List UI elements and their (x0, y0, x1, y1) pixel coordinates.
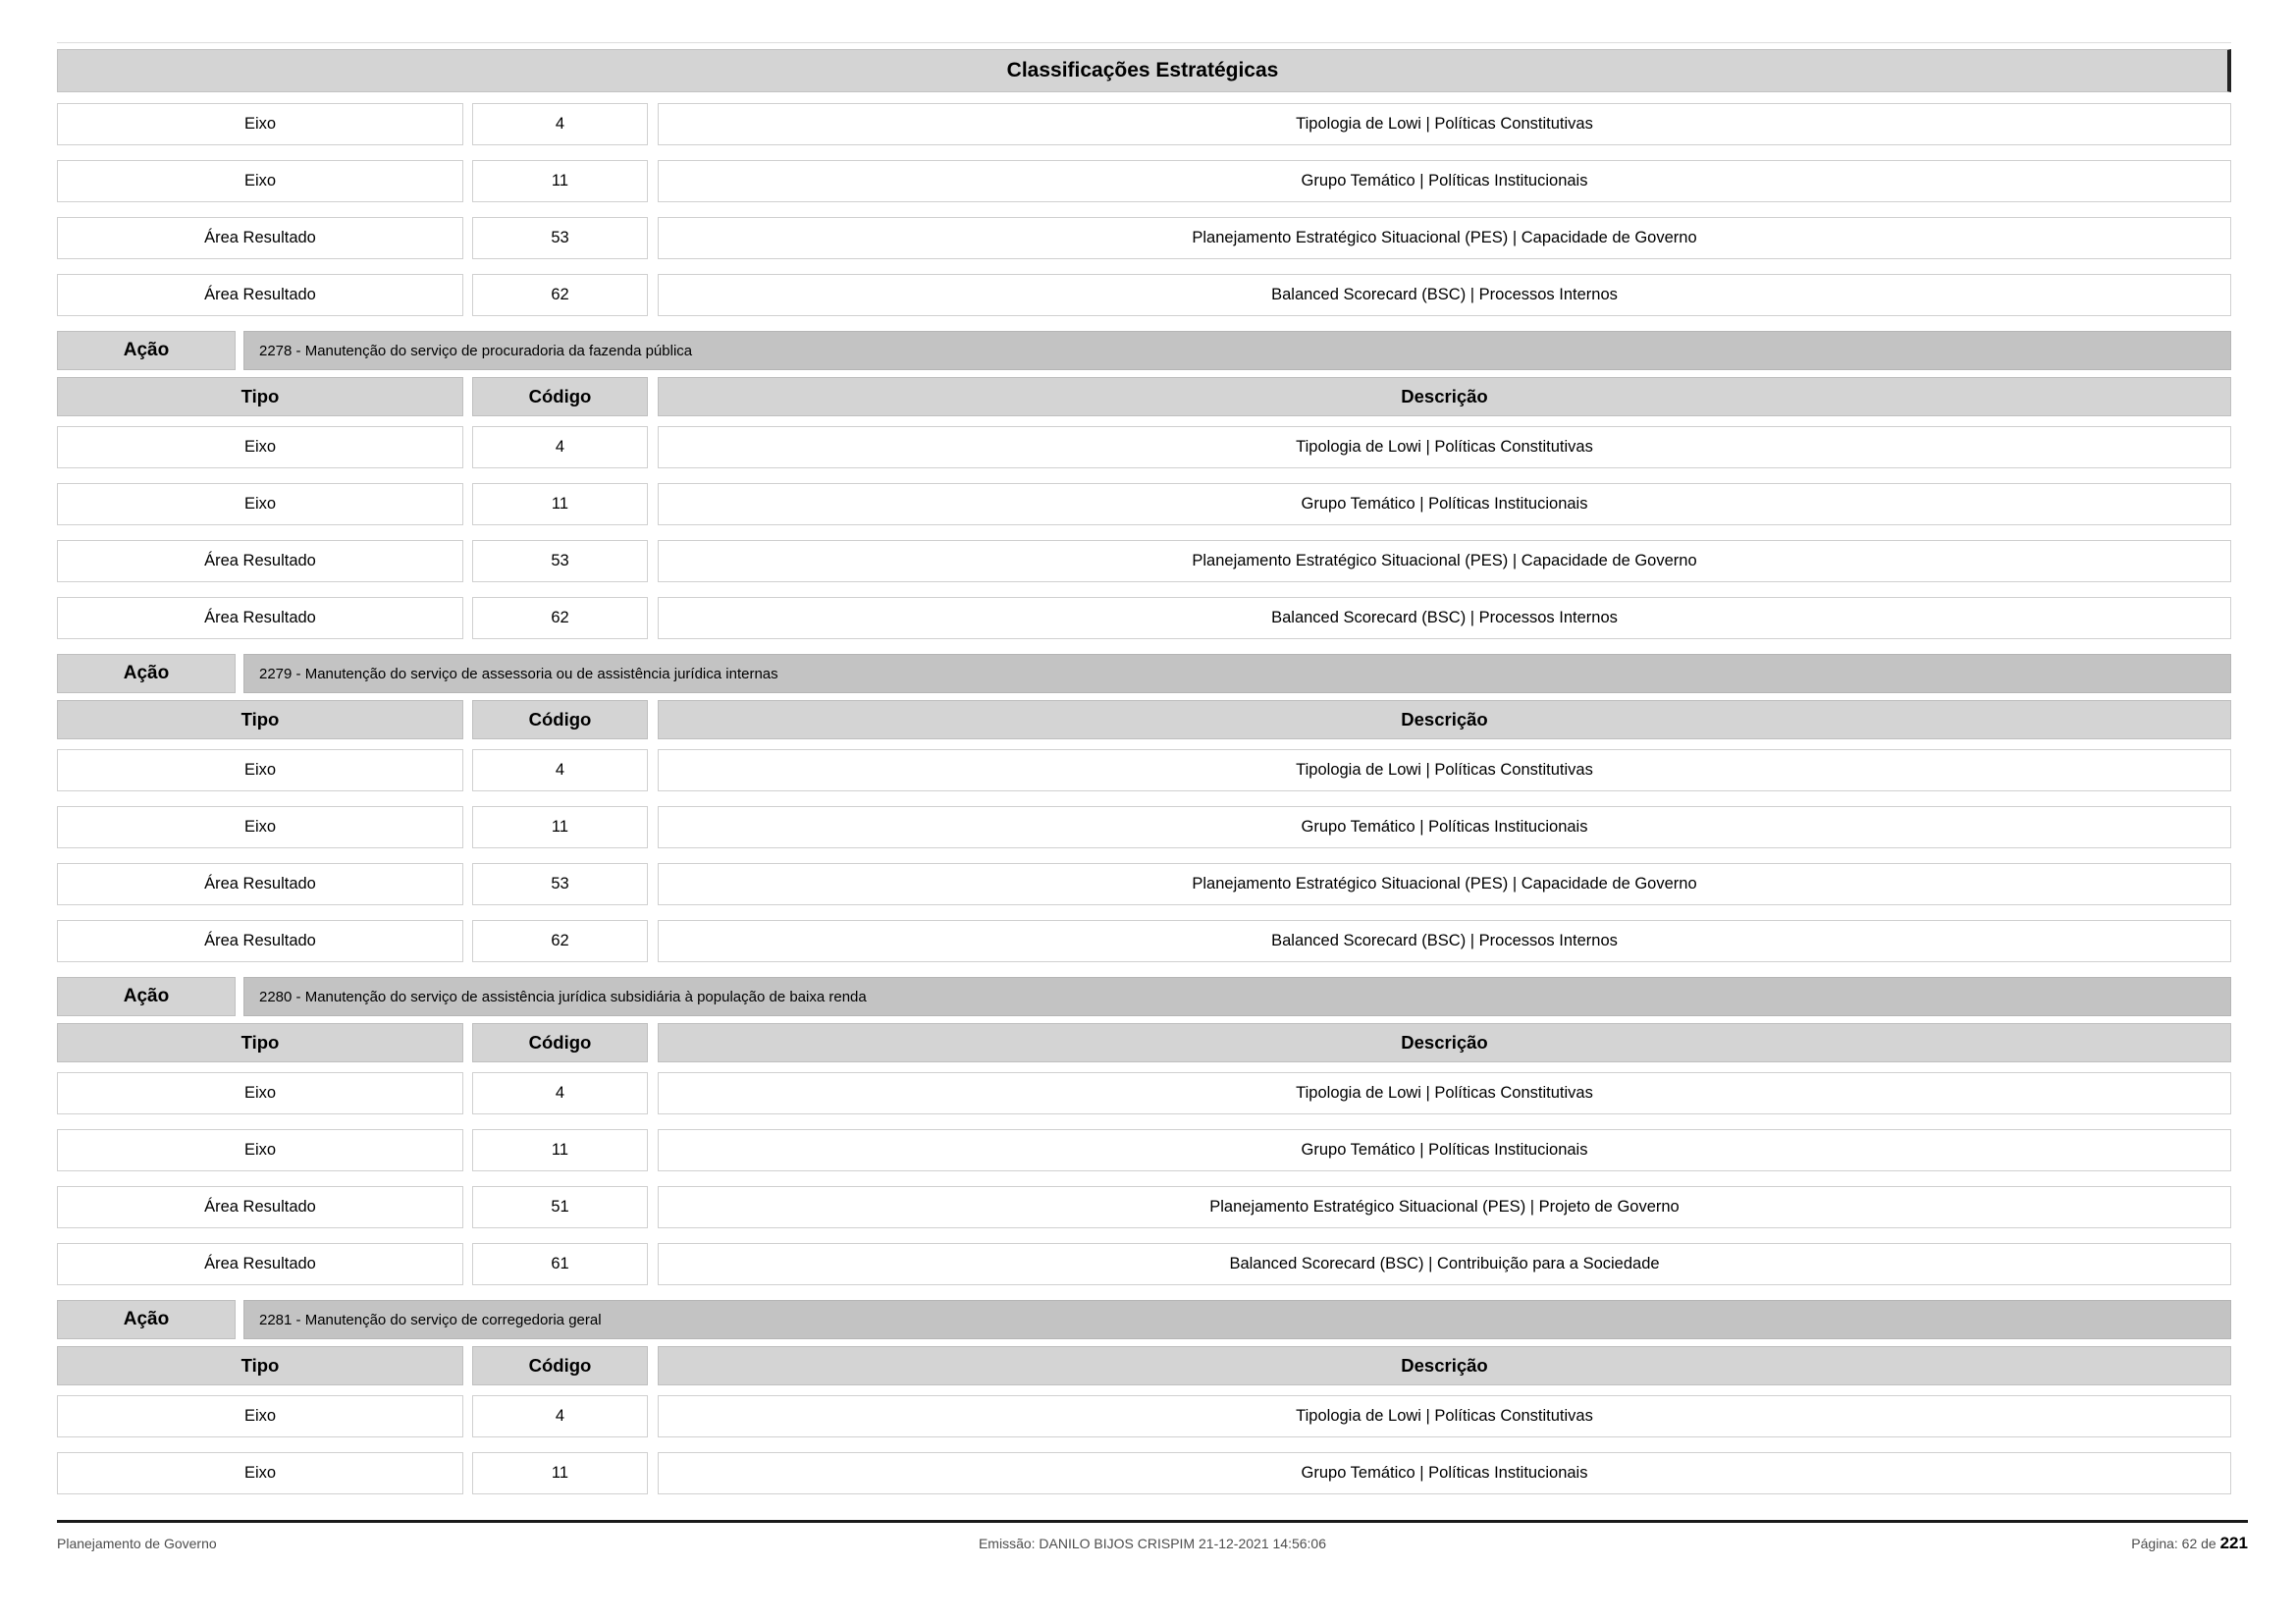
cell-codigo: 53 (472, 217, 648, 259)
page-footer (57, 1534, 2248, 1553)
acao-badge: Ação (57, 331, 236, 370)
cell-tipo: Área Resultado (57, 1186, 463, 1228)
cell-tipo: Eixo (57, 1452, 463, 1494)
cell-tipo: Área Resultado (57, 920, 463, 962)
cell-descricao: Planejamento Estratégico Situacional (PES) | Projeto de Governo (658, 1186, 2231, 1228)
cell-descricao: Grupo Temático | Políticas Institucionais (658, 483, 2231, 525)
cell-codigo: 53 (472, 540, 648, 582)
cell-descricao: Planejamento Estratégico Situacional (PES) | Capacidade de Governo (658, 217, 2231, 259)
column-header-codigo: Código (472, 1346, 648, 1385)
page-top-divider (57, 42, 2231, 43)
cell-tipo: Eixo (57, 103, 463, 145)
cell-codigo: 61 (472, 1243, 648, 1285)
table-row (57, 160, 2231, 202)
cell-descricao: Grupo Temático | Políticas Institucionais (658, 1452, 2231, 1494)
acao-badge: Ação (57, 1300, 236, 1339)
cell-descricao: Grupo Temático | Políticas Institucionais (658, 1129, 2231, 1171)
acao-badge: Ação (57, 654, 236, 693)
table-row (57, 274, 2231, 316)
table-row (57, 863, 2231, 905)
cell-codigo: 4 (472, 426, 648, 468)
column-header-descricao: Descrição (658, 377, 2231, 416)
table-row (57, 597, 2231, 639)
cell-tipo: Área Resultado (57, 1243, 463, 1285)
cell-codigo: 53 (472, 863, 648, 905)
cell-tipo: Área Resultado (57, 597, 463, 639)
cell-tipo: Área Resultado (57, 274, 463, 316)
cell-codigo: 62 (472, 274, 648, 316)
cell-tipo: Área Resultado (57, 863, 463, 905)
report-body (57, 103, 2231, 1494)
column-header-tipo: Tipo (57, 700, 463, 739)
cell-descricao: Tipologia de Lowi | Políticas Constitutivas (658, 426, 2231, 468)
table-row (57, 920, 2231, 962)
column-header-row (57, 1346, 2231, 1385)
column-header-row (57, 377, 2231, 416)
cell-codigo: 62 (472, 597, 648, 639)
acao-description-bar: 2278 - Manutenção do serviço de procuradoria da fazenda pública (243, 331, 2231, 370)
footer-emission-info: Emissão: DANILO BIJOS CRISPIM 21-12-2021 14:56:06 (978, 1536, 1326, 1551)
report-title-bar (57, 49, 2231, 92)
cell-descricao: Planejamento Estratégico Situacional (PES) | Capacidade de Governo (658, 863, 2231, 905)
cell-descricao: Tipologia de Lowi | Políticas Constitutivas (658, 103, 2231, 145)
cell-tipo: Área Resultado (57, 217, 463, 259)
acao-row (57, 654, 2231, 693)
cell-descricao: Tipologia de Lowi | Políticas Constitutivas (658, 1072, 2231, 1114)
table-row (57, 806, 2231, 848)
table-row (57, 483, 2231, 525)
cell-tipo: Eixo (57, 1072, 463, 1114)
acao-description-bar: 2281 - Manutenção do serviço de corregedoria geral (243, 1300, 2231, 1339)
table-row (57, 217, 2231, 259)
cell-codigo: 4 (472, 749, 648, 791)
footer-page-total: 221 (2219, 1534, 2248, 1552)
column-header-codigo: Código (472, 1023, 648, 1062)
cell-tipo: Eixo (57, 483, 463, 525)
table-row (57, 749, 2231, 791)
column-header-codigo: Código (472, 377, 648, 416)
footer-divider (57, 1520, 2248, 1523)
cell-tipo: Eixo (57, 160, 463, 202)
cell-codigo: 4 (472, 103, 648, 145)
cell-descricao: Planejamento Estratégico Situacional (PES) | Capacidade de Governo (658, 540, 2231, 582)
table-row (57, 1129, 2231, 1171)
cell-descricao: Balanced Scorecard (BSC) | Processos Internos (658, 920, 2231, 962)
cell-codigo: 11 (472, 1129, 648, 1171)
table-row (57, 1243, 2231, 1285)
report-title: Classificações Estratégicas (1006, 59, 1279, 81)
acao-row (57, 977, 2231, 1016)
cell-tipo: Eixo (57, 749, 463, 791)
column-header-descricao: Descrição (658, 1023, 2231, 1062)
cell-tipo: Eixo (57, 1129, 463, 1171)
column-header-descricao: Descrição (658, 1346, 2231, 1385)
footer-app-name: Planejamento de Governo (57, 1536, 217, 1551)
cell-tipo: Eixo (57, 806, 463, 848)
acao-row (57, 331, 2231, 370)
footer-page-indicator (1524, 1534, 2248, 1553)
table-row (57, 1072, 2231, 1114)
cell-codigo: 11 (472, 160, 648, 202)
column-header-descricao: Descrição (658, 700, 2231, 739)
cell-codigo: 4 (472, 1395, 648, 1437)
column-header-row (57, 1023, 2231, 1062)
table-row (57, 426, 2231, 468)
cell-descricao: Tipologia de Lowi | Políticas Constitutivas (658, 749, 2231, 791)
column-header-row (57, 700, 2231, 739)
cell-codigo: 62 (472, 920, 648, 962)
cell-descricao: Balanced Scorecard (BSC) | Processos Internos (658, 597, 2231, 639)
table-row (57, 1186, 2231, 1228)
cell-tipo: Área Resultado (57, 540, 463, 582)
acao-description-bar: 2280 - Manutenção do serviço de assistência jurídica subsidiária à população de baixa renda (243, 977, 2231, 1016)
cell-descricao: Grupo Temático | Políticas Institucionais (658, 806, 2231, 848)
cell-tipo: Eixo (57, 1395, 463, 1437)
acao-description-bar: 2279 - Manutenção do serviço de assessoria ou de assistência jurídica internas (243, 654, 2231, 693)
cell-descricao: Balanced Scorecard (BSC) | Processos Internos (658, 274, 2231, 316)
cell-descricao: Grupo Temático | Políticas Institucionais (658, 160, 2231, 202)
acao-row (57, 1300, 2231, 1339)
cell-codigo: 11 (472, 483, 648, 525)
cell-descricao: Tipologia de Lowi | Políticas Constitutivas (658, 1395, 2231, 1437)
cell-codigo: 51 (472, 1186, 648, 1228)
column-header-tipo: Tipo (57, 1023, 463, 1062)
acao-badge: Ação (57, 977, 236, 1016)
table-row (57, 540, 2231, 582)
table-row (57, 1395, 2231, 1437)
column-header-tipo: Tipo (57, 377, 463, 416)
table-row (57, 103, 2231, 145)
column-header-codigo: Código (472, 700, 648, 739)
cell-tipo: Eixo (57, 426, 463, 468)
footer-page-label: Página: 62 de (2131, 1536, 2216, 1551)
cell-codigo: 11 (472, 806, 648, 848)
cell-descricao: Balanced Scorecard (BSC) | Contribuição para a Sociedade (658, 1243, 2231, 1285)
cell-codigo: 11 (472, 1452, 648, 1494)
column-header-tipo: Tipo (57, 1346, 463, 1385)
table-row (57, 1452, 2231, 1494)
cell-codigo: 4 (472, 1072, 648, 1114)
